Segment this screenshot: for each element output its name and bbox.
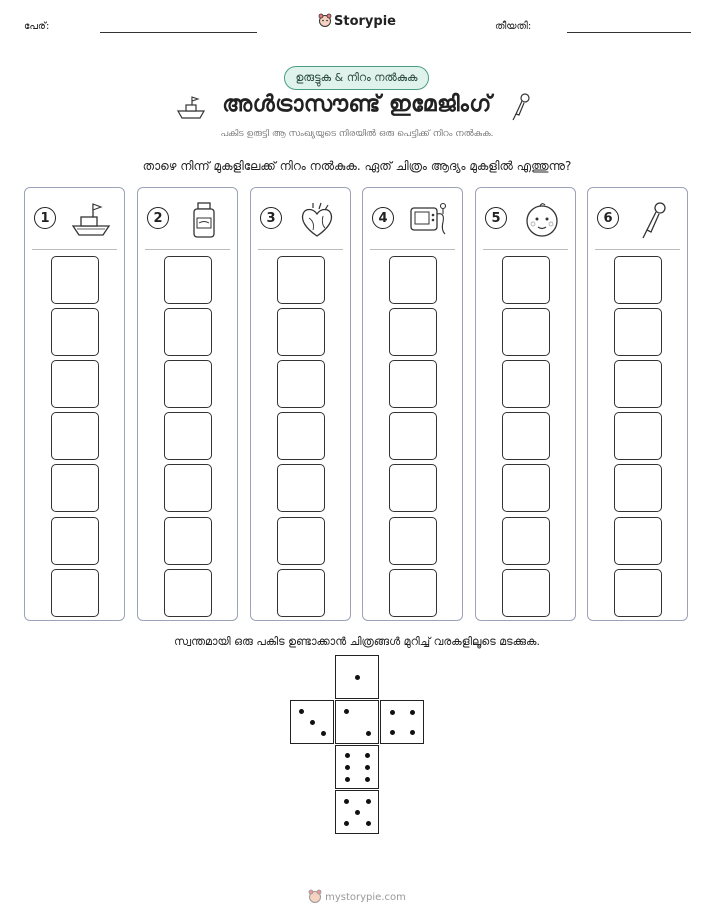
probe-icon <box>508 92 532 122</box>
color-box[interactable] <box>614 360 662 408</box>
date-line[interactable] <box>567 32 691 33</box>
boat-icon <box>69 200 113 240</box>
color-box[interactable] <box>502 412 550 460</box>
color-box[interactable] <box>51 517 99 565</box>
color-box[interactable] <box>389 464 437 512</box>
color-box[interactable] <box>389 256 437 304</box>
color-box[interactable] <box>389 517 437 565</box>
color-box[interactable] <box>614 256 662 304</box>
color-box[interactable] <box>502 308 550 356</box>
column-number: 2 <box>147 207 169 229</box>
dice-face-2 <box>335 700 379 744</box>
column-1 <box>24 187 125 621</box>
baby-face-icon <box>520 200 564 240</box>
dice-face-5 <box>335 790 379 834</box>
column-divider <box>32 249 117 250</box>
color-box[interactable] <box>277 569 325 617</box>
dice-instruction: സ്വന്തമായി ഒരു പകിട ഉണ്ടാക്കാൻ ചിത്രങ്ങൾ മുറിച്ച് വരകളിലൂടെ മടക്കുക. <box>174 635 540 648</box>
color-box[interactable] <box>164 308 212 356</box>
heart-icon <box>295 200 339 240</box>
gel-bottle-icon <box>182 200 226 240</box>
color-box[interactable] <box>502 569 550 617</box>
column-number: 5 <box>485 207 507 229</box>
color-box[interactable] <box>51 569 99 617</box>
column-divider <box>483 249 568 250</box>
ultrasound-machine-icon <box>407 200 451 240</box>
column-5 <box>475 187 576 621</box>
column-number: 1 <box>34 207 56 229</box>
brand-logo <box>0 13 714 29</box>
dice-face-1 <box>335 655 379 699</box>
date-label: തീയതി: <box>495 21 532 32</box>
column-6 <box>587 187 688 621</box>
color-box[interactable] <box>502 256 550 304</box>
column-divider <box>145 249 230 250</box>
dice-face-3 <box>290 700 334 744</box>
color-box[interactable] <box>277 412 325 460</box>
color-box[interactable] <box>51 360 99 408</box>
dice-net <box>290 655 424 835</box>
column-number: 6 <box>597 207 619 229</box>
color-box[interactable] <box>614 308 662 356</box>
color-box[interactable] <box>389 569 437 617</box>
color-box[interactable] <box>51 256 99 304</box>
subtitle: പകിട ഉരുട്ടി ആ സംഖ്യയുടെ നിരയിൽ ഒരു പെട്ടിക്ക് നിറം നൽകുക. <box>220 129 494 139</box>
color-box[interactable] <box>614 464 662 512</box>
instruction-text: താഴെ നിന്ന് മുകളിലേക്ക് നിറം നൽകുക. ഏത് ചിത്രം ആദ്യം മുകളിൽ എത്തുന്നു? <box>142 159 572 173</box>
color-box[interactable] <box>614 569 662 617</box>
storypie-mascot-icon <box>318 13 332 27</box>
color-box[interactable] <box>502 360 550 408</box>
storypie-mascot-icon <box>308 889 322 903</box>
color-box[interactable] <box>277 464 325 512</box>
column-number: 3 <box>260 207 282 229</box>
color-box[interactable] <box>502 517 550 565</box>
color-box[interactable] <box>164 517 212 565</box>
color-box[interactable] <box>389 412 437 460</box>
dice-face-6 <box>335 745 379 789</box>
name-line[interactable] <box>100 32 257 33</box>
color-box[interactable] <box>614 412 662 460</box>
footer <box>0 889 714 903</box>
column-2 <box>137 187 238 621</box>
color-box[interactable] <box>389 360 437 408</box>
color-box[interactable] <box>164 464 212 512</box>
color-box[interactable] <box>51 464 99 512</box>
column-divider <box>595 249 680 250</box>
name-label: പേര്: <box>24 21 50 32</box>
column-4 <box>362 187 463 621</box>
color-box[interactable] <box>277 517 325 565</box>
color-box[interactable] <box>164 360 212 408</box>
column-divider <box>258 249 343 250</box>
color-box[interactable] <box>502 464 550 512</box>
dice-face-4 <box>380 700 424 744</box>
color-box[interactable] <box>277 308 325 356</box>
footer-url[interactable]: mystorypie.com <box>325 892 406 903</box>
color-box[interactable] <box>164 256 212 304</box>
color-box[interactable] <box>51 412 99 460</box>
color-box[interactable] <box>614 517 662 565</box>
color-box[interactable] <box>164 569 212 617</box>
column-3 <box>250 187 351 621</box>
brand-name: Storypie <box>334 14 396 29</box>
column-number: 4 <box>372 207 394 229</box>
color-box[interactable] <box>277 360 325 408</box>
probe-icon <box>632 200 676 240</box>
color-box[interactable] <box>389 308 437 356</box>
color-box[interactable] <box>277 256 325 304</box>
column-divider <box>370 249 455 250</box>
activity-tag: ഉരുട്ടുക & നിറം നൽകുക <box>284 66 429 90</box>
page-title: അൾട്രാസൗണ്ട് ഇമേജിംഗ് <box>222 92 492 117</box>
color-box[interactable] <box>51 308 99 356</box>
color-box[interactable] <box>164 412 212 460</box>
